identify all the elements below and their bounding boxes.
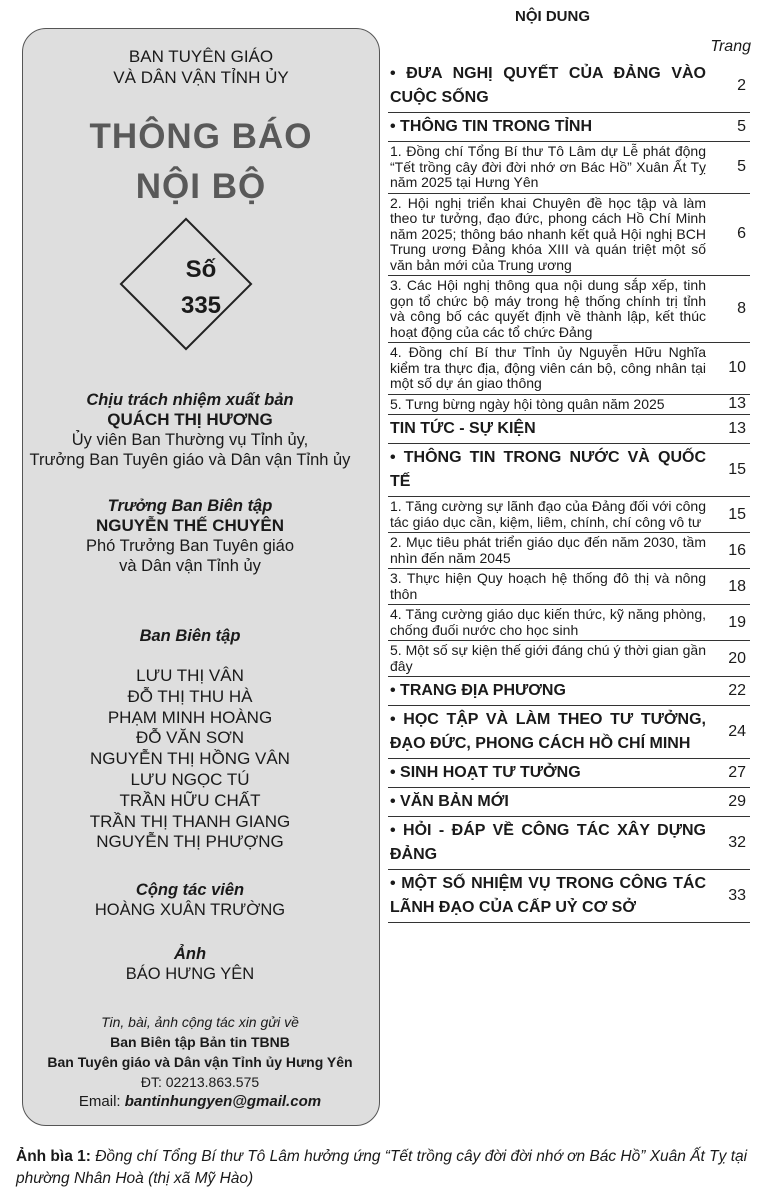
editor-name: NGUYỄN THẾ CHUYÊN [96, 516, 284, 535]
toc-entry [388, 276, 750, 343]
toc-entry [388, 706, 750, 759]
bulletin-title [0, 112, 402, 212]
toc-entry-page: 27 [728, 764, 746, 781]
toc-entry-title: 4. Tăng cường giáo dục kiến thức, kỹ năng phòng, chống đuối nước cho học sinh [390, 606, 706, 638]
toc-entry-page: 5 [737, 118, 746, 135]
board-member: TRẦN THỊ THANH GIANG [89, 811, 291, 831]
board-member: LƯU NGỌC TÚ [130, 769, 250, 789]
toc-entry-title: • THÔNG TIN TRONG NƯỚC VÀ QUỐC TẾ [390, 449, 706, 490]
org-line: BAN TUYÊN GIÁO [128, 47, 274, 66]
board-member: ĐỖ THỊ THU HÀ [127, 686, 253, 706]
toc-entry-page: 15 [728, 505, 746, 523]
publisher-role: Chịu trách nhiệm xuất bản [86, 391, 294, 409]
toc-entry [388, 142, 750, 194]
toc-entry [388, 677, 750, 706]
toc-entry [388, 759, 750, 788]
photo-credit: BÁO HƯNG YÊN [125, 965, 255, 983]
toc-entry-title: 5. Một số sự kiện thế giới đáng chú ý thời gian gần đây [390, 642, 706, 674]
toc-entry-title: • ĐƯA NGHỊ QUYẾT CỦA ĐẢNG VÀO CUỘC SỐNG [390, 65, 706, 106]
title-line: THÔNG BÁO [89, 117, 313, 156]
toc-entry-page: 6 [737, 225, 746, 243]
org-line: VÀ DÂN VẬN TỈNH ỦY [113, 68, 289, 87]
board-members [0, 666, 380, 853]
board-member: NGUYỄN THỊ PHƯỢNG [96, 832, 284, 852]
toc-entry [388, 194, 750, 277]
caption-label: Ảnh bìa 1: [16, 1148, 91, 1165]
toc-entry-page: 33 [728, 887, 746, 904]
toc-entry-page: 13 [728, 420, 746, 437]
toc-entry-page: 16 [728, 541, 746, 559]
toc-entry-page: 20 [728, 649, 746, 667]
publisher-desc: Trưởng Ban Tuyên giáo và Dân vận Tỉnh ủy [29, 451, 351, 469]
toc-entry-page: 8 [737, 300, 746, 317]
toc-entry [388, 60, 750, 113]
editor-desc: và Dân vận Tỉnh ủy [119, 557, 261, 575]
publisher-desc: Ủy viên Ban Thường vụ Tỉnh ủy, [71, 431, 309, 449]
collaborator-role: Cộng tác viên [135, 881, 245, 899]
toc-entry-page: 13 [728, 395, 746, 413]
board-member: ĐỖ VĂN SƠN [135, 728, 245, 748]
issue-label: Số [185, 256, 217, 283]
toc-entry-title: • HỎI - ĐÁP VỀ CÔNG TÁC XÂY DỰNG ĐẢNG [390, 822, 706, 863]
toc-entry-title: TIN TỨC - SỰ KIỆN [390, 420, 536, 437]
issue-number-badge [22, 252, 380, 324]
caption-text: Đồng chí Tổng Bí thư Tô Lâm hưởng ứng “Tết trồng cây đời đời nhớ ơn Bác Hồ” Xuân Ất Tỵ tại phường Nhân Hoà (thị xã Mỹ Hào) [16, 1148, 748, 1187]
toc-entry [388, 497, 750, 533]
toc-entry-page: 19 [728, 613, 746, 631]
toc-entry-title: 5. Tưng bừng ngày hội tòng quân năm 2025 [390, 395, 665, 412]
toc-entry-page: 24 [728, 723, 746, 740]
publisher-name: QUÁCH THỊ HƯƠNG [107, 410, 273, 429]
toc-entry [388, 533, 750, 569]
toc-entry-title: 3. Thực hiện Quy hoạch hệ thống đô thị và nông thôn [390, 570, 706, 602]
editor-block [0, 496, 380, 576]
contact-org: Ban Tuyên giáo và Dân vận Tỉnh ủy Hưng Yên [47, 1054, 353, 1070]
toc-entry-title: • MỘT SỐ NHIỆM VỤ TRONG CÔNG TÁC LÃNH ĐẠO CỦA CẤP UỶ CƠ SỞ [390, 875, 706, 916]
toc-entry-title: 1. Tăng cường sự lãnh đạo của Đảng đối với công tác giáo dục cần, kiệm, liêm, chính, chí công vô tư [390, 498, 706, 530]
editor-role: Trưởng Ban Biên tập [107, 497, 273, 515]
publisher-block [0, 390, 380, 470]
toc-entry [388, 415, 750, 444]
board-role: Ban Biên tập [139, 627, 241, 645]
toc-entry-title: 4. Đồng chí Bí thư Tỉnh ủy Nguyễn Hữu Nghĩa kiểm tra thực địa, động viên cán bộ, công nhân tại một số dự án giao thông [390, 344, 706, 391]
organization-name [0, 46, 402, 88]
contact-phone: ĐT: 02213.863.575 [140, 1074, 260, 1090]
toc-entry-title: • HỌC TẬP VÀ LÀM THEO TƯ TƯỞNG, ĐẠO ĐỨC, PHONG CÁCH HỒ CHÍ MINH [390, 711, 706, 752]
toc-entry-title: 3. Các Hội nghị thông qua nội dung sắp xếp, tinh gọn tổ chức bộ máy trong hệ thống chính trị tỉnh và công bố các quyết định về thành lập, kết thúc hoạt động của các tổ chức Đảng [390, 277, 706, 340]
toc-entry-page: 18 [728, 577, 746, 595]
toc-entry [388, 817, 750, 870]
toc-entry-page: 2 [737, 77, 746, 94]
toc-entry-page: 32 [728, 834, 746, 851]
toc-entry [388, 113, 750, 142]
table-of-contents [388, 60, 750, 923]
contact-recipient: Ban Biên tập Bản tin TBNB [110, 1034, 290, 1050]
contents-heading: NỘI DUNG [515, 8, 590, 25]
toc-entry [388, 444, 750, 497]
toc-entry [388, 395, 750, 416]
cover-caption [16, 1146, 764, 1190]
board-member: PHẠM MINH HOÀNG [107, 707, 273, 727]
toc-entry [388, 641, 750, 677]
email-label: Email: [78, 1093, 125, 1110]
collaborator-name: HOÀNG XUÂN TRƯỜNG [94, 901, 286, 919]
issue-number: 335 [180, 292, 222, 319]
toc-entry-title: • THÔNG TIN TRONG TỈNH [390, 118, 593, 135]
board-member: TRẦN HỮU CHẤT [119, 790, 261, 810]
toc-entry-page: 10 [728, 359, 746, 377]
toc-entry-title: 2. Hội nghị triển khai Chuyên đề học tập và làm theo tư tưởng, đạo đức, phong cách Hồ Chí Minh năm 2025; thông báo nhanh kết quả Hội nghị BCH Trung ương Đảng khóa XIII và quán triệt một số văn bản mới của Trung ương [390, 194, 706, 273]
toc-entry-title: 2. Mục tiêu phát triển giáo dục đến năm 2030, tầm nhìn đến năm 2045 [390, 534, 706, 566]
board-member: NGUYỄN THỊ HỒNG VÂN [90, 749, 290, 769]
toc-entry-page: 5 [737, 158, 746, 176]
toc-entry [388, 569, 750, 605]
toc-entry-page: 22 [728, 682, 746, 699]
contact-block [0, 1012, 400, 1112]
toc-entry [388, 788, 750, 817]
toc-entry-page: 29 [728, 793, 746, 810]
toc-entry-page: 15 [728, 461, 746, 478]
page-column-label: Trang [710, 38, 751, 55]
toc-entry-title: 1. Đồng chí Tổng Bí thư Tô Lâm dự Lễ phát động “Tết trồng cây đời đời nhớ ơn Bác Hồ” Xuân Ất Tỵ năm 2025 tại Hưng Yên [390, 143, 706, 190]
toc-entry [388, 343, 750, 395]
toc-entry-title: • SINH HOẠT TƯ TƯỞNG [390, 764, 581, 781]
contact-intro: Tin, bài, ảnh cộng tác xin gửi về [101, 1014, 299, 1030]
photo-role: Ảnh [173, 945, 207, 963]
editor-desc: Phó Trưởng Ban Tuyên giáo [85, 537, 295, 555]
board-block [0, 626, 380, 646]
title-line: NỘI BỘ [135, 167, 267, 206]
collaborator-block [0, 880, 380, 920]
photo-block [0, 944, 380, 984]
toc-entry [388, 870, 750, 923]
toc-entry [388, 605, 750, 641]
email-address: bantinhungyen@gmail.com [124, 1093, 322, 1110]
toc-entry-title: • VĂN BẢN MỚI [390, 793, 509, 810]
board-member: LƯU THỊ VÂN [136, 666, 244, 685]
toc-entry-title: • TRANG ĐỊA PHƯƠNG [390, 682, 566, 699]
